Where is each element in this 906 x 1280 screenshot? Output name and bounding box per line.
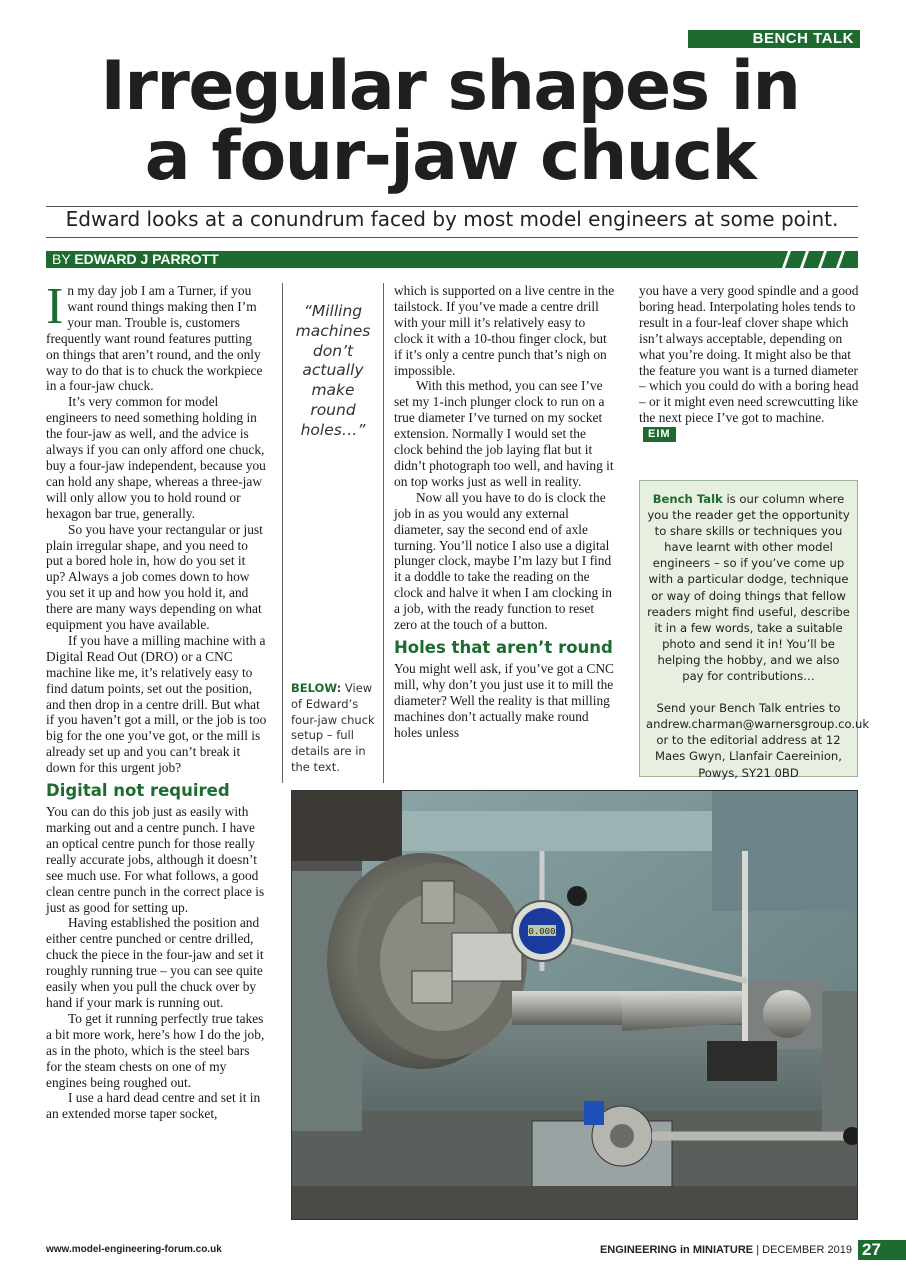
photo-caption xyxy=(291,681,379,776)
caption-text: View of Edward’s four-jaw chuck setup – full details are in the text. xyxy=(291,681,375,774)
info-box-title: Bench Talk xyxy=(652,492,723,506)
section-tag: BENCH TALK xyxy=(688,30,860,48)
decorative-stripes-icon xyxy=(778,251,858,268)
footer-issue: DECEMBER 2019 xyxy=(762,1244,852,1256)
page-number: 27 xyxy=(858,1240,906,1260)
paragraph: I use a hard dead centre and set it in an extended morse taper socket, xyxy=(46,1090,261,1122)
paragraph: which is supported on a live centre in the tailstock. If you’ve made a centre drill with your mill it’s relatively easy to clock it with a 10-thou finger clock, but if it’s only a centre punch that’s nigh on impossible. xyxy=(394,283,615,378)
drop-cap: I xyxy=(46,278,64,335)
info-box-body xyxy=(646,491,851,684)
paragraph: If you have a milling machine with a Digital Read Out (DRO) or a CNC machine like me, it’s relatively easy to find datum points, set out the position, and then drop in a centre drill. But what if you haven’t got a mill, or the job is too big for the one you’ve got, or the mill is already set up and you can’t break it down for this urgent job? xyxy=(46,632,267,776)
article-column-3 xyxy=(394,283,616,740)
footer-magazine-info xyxy=(560,1244,852,1256)
paragraph: To get it running perfectly true takes a bit more work, here’s how I do the job, as in the photo, which is the steel bars for the steam chests on one of my engines being roughed out. xyxy=(46,1010,265,1090)
pull-quote: “Milling machines don’t actually make round holes…” xyxy=(295,302,371,439)
article-headline xyxy=(40,47,860,196)
byline-author: EDWARD J PARROTT xyxy=(74,251,219,267)
paragraph: It’s very common for model engineers to need something holding in the four-jaw as well, and the advice is always if you can only afford one chuck, buy a four-jaw independent, because you can hold any shape, whereas a three-jaw will only allow you to hold round or hexagon bar true, generally. xyxy=(46,394,266,521)
byline xyxy=(46,251,219,267)
paragraph: With this method, you can see I’ve set my 1-inch plunger clock to run on a true diameter I’ve turned on my socket extension. Normally I would set the clock behind the job laying flat but it didn’t photograph too well, and having it on top works just as well in reality. xyxy=(394,378,614,489)
footer-website: www.model-engineering-forum.co.uk xyxy=(46,1244,222,1255)
paragraph: In my day job I am a Turner, if you want round things making then I’m your man. Trouble is, customers frequently want round features putting on things that aren’t round, and the only way to do that is to chuck the workpiece in a four-jaw chuck. xyxy=(46,278,263,394)
info-box-text: is our column where you the reader get the opportunity to share skills or techniques you have learnt with other model engineers – so if you’ve come up with a particular dodge, technique or way of doing things that fellow readers might find useful, describe it in a few words, take a suitable photo and send it in! You’ll be helping the hobby, and we also pay for contributions… xyxy=(647,492,850,684)
headline-line-2: a four-jaw chuck xyxy=(144,117,756,196)
column-divider xyxy=(383,283,384,783)
subheading-digital-not-required: Digital not required xyxy=(46,781,230,801)
column-divider xyxy=(282,283,283,783)
article-column-1 xyxy=(46,278,268,1122)
paragraph: You can do this job just as easily with marking out and a centre punch. I have an optical centre punch for those really really accurate jobs, although it doesn’t see much use. For what follows, a good clean centre punch in the correct place is just as good for setting up. xyxy=(46,804,265,915)
byline-bar xyxy=(46,251,858,268)
paragraph: Now all you have to do is clock the job in as you would any external diameter, say the second end of axle turning. You’ll notice I also use a digital plunger clock, maybe I’m lazy but I find it a doddle to take the reading on the clock and halve it when I am clocking in a job, with the ready function to reset zero at the touch of a button. xyxy=(394,489,612,633)
footer-separator: | xyxy=(756,1244,760,1256)
info-box-send-text: Send your Bench Talk entries to andrew.charman@warnersgroup.co.uk or to the editorial address at 12 Maes Gwyn, Llanfair Caereinion, Powys, SY21 0BD xyxy=(646,701,870,780)
paragraph: Having established the position and either centre punched or centre drilled, chuck the piece in the four-jaw and set it roughly running true – you can see quite easily when you pull the chuck over by hand if your mark is running out. xyxy=(46,915,264,1010)
article-column-4 xyxy=(639,283,861,442)
paragraph: So you have your rectangular or just plain irregular shape, and you need to put a bored hole in, how do you set it up? Always a job comes down to how you set it up and how you hold it, and there are many ways depending on what equipment you have available. xyxy=(46,521,263,633)
dial-readout: 0.000 xyxy=(528,927,556,937)
bench-talk-info-box xyxy=(639,480,870,780)
footer-magazine-name: ENGINEERING in MINIATURE xyxy=(599,1244,754,1256)
divider-standfirst xyxy=(46,237,858,238)
paragraph: You might well ask, if you’ve got a CNC mill, why don’t you just use it to mill the diameter? Well the reality is that milling machines don’t actually make round holes unless xyxy=(394,660,614,740)
headline-line-1: Irregular shapes in xyxy=(100,47,800,126)
standfirst: Edward looks at a conundrum faced by most model engineers at some point. xyxy=(65,207,839,231)
byline-prefix: BY xyxy=(52,251,71,267)
caption-label: BELOW: xyxy=(291,681,342,695)
subheading-holes-not-round: Holes that aren’t round xyxy=(394,637,613,657)
end-badge: EIM xyxy=(643,427,676,442)
lathe-photo-illustration xyxy=(292,791,858,1220)
lathe-chuck-photo xyxy=(291,790,858,1220)
paragraph: you have a very good spindle and a good boring head. Interpolating holes tends to result in a four-leaf clover shape which isn’t always acceptable, depending on what you’re doing. It might also be that the feature you want is a turned diameter – which you could do with a boring head – or it might even need screwcutting like the next piece I’ve got to machine.EIM xyxy=(639,283,859,441)
